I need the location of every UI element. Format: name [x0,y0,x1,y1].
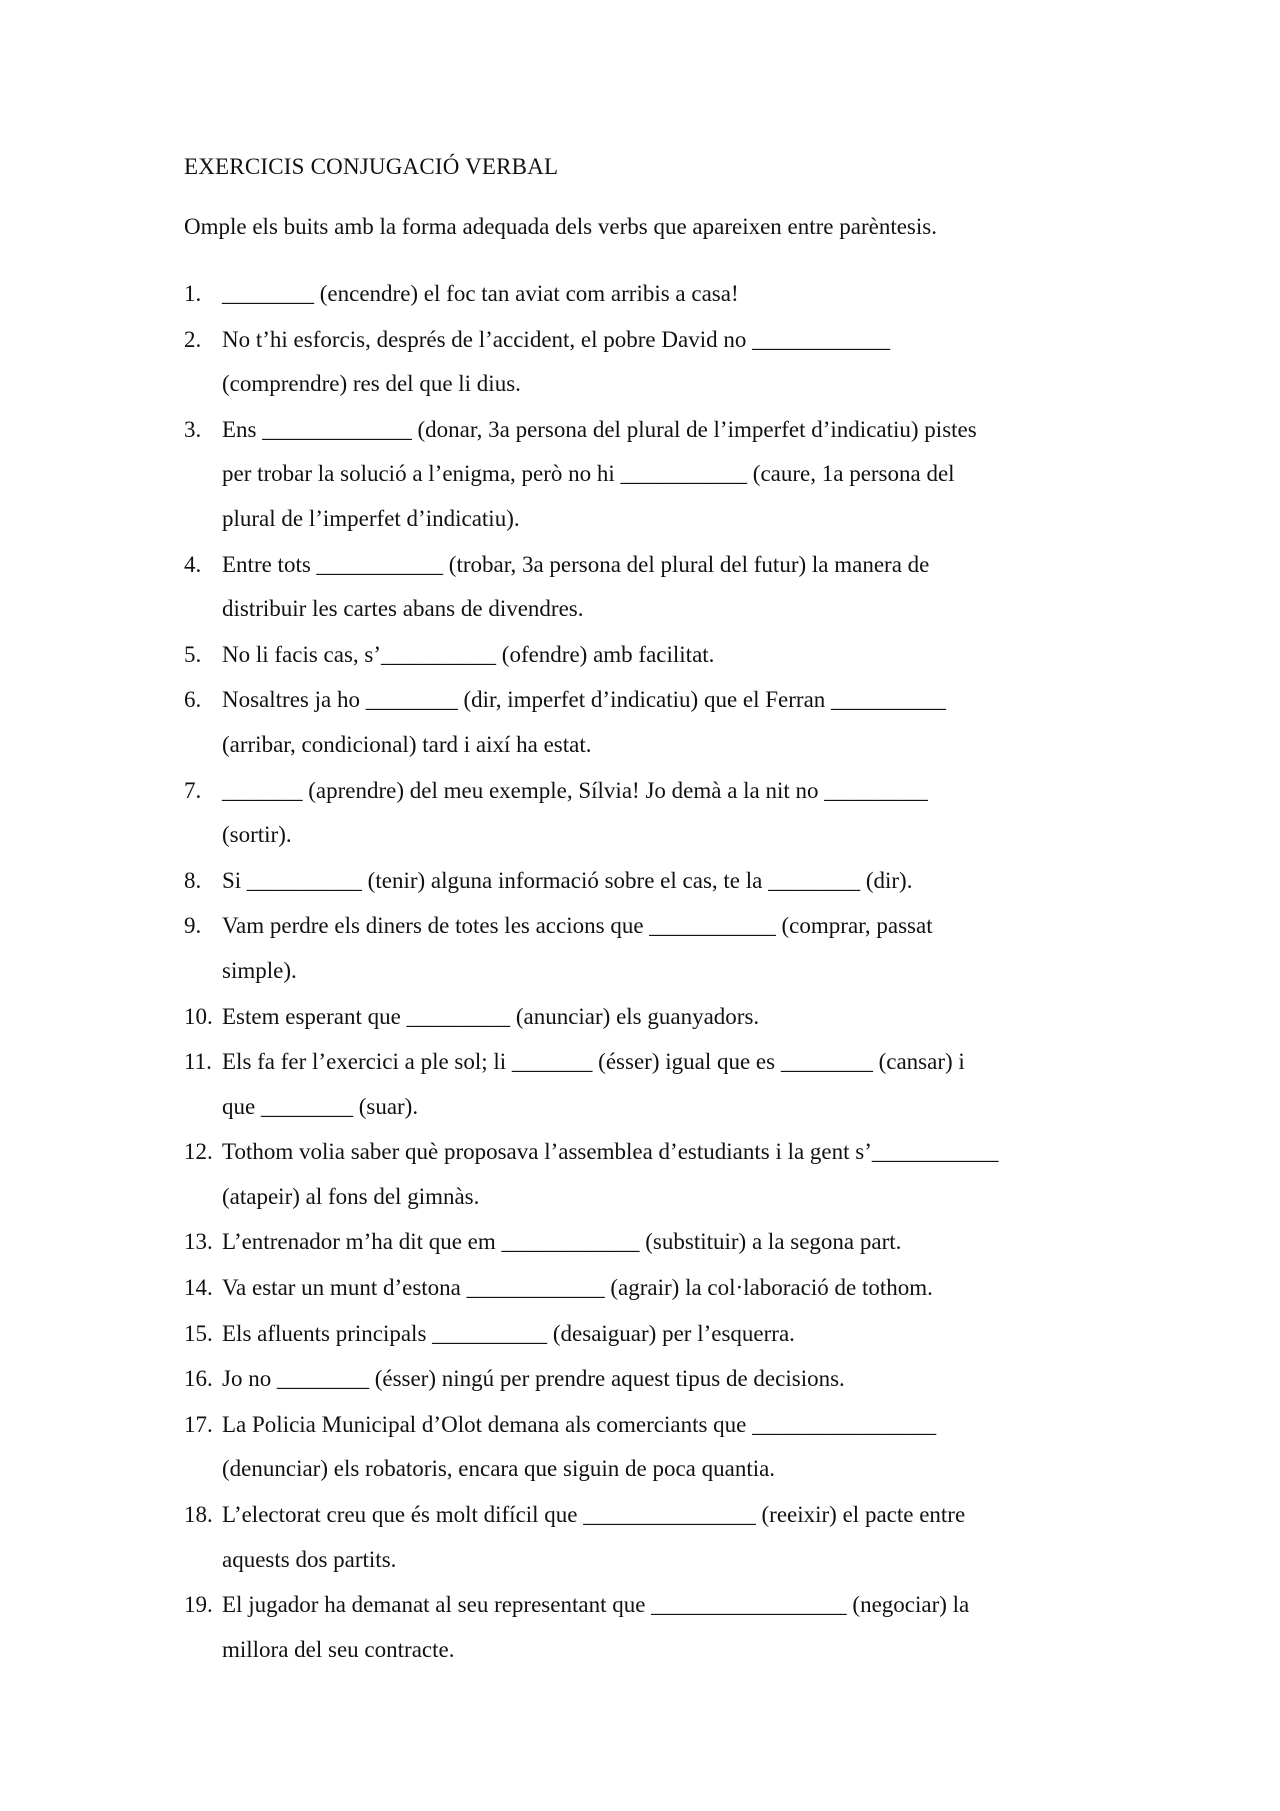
exercise-line: L’electorat creu que és molt difícil que _______________ (reeixir) el pacte entre [222,1502,966,1528]
exercise-number: 17. [184,1411,213,1437]
exercise-line: aquests dos partits. [222,1546,397,1572]
exercise-item [184,769,1124,858]
exercise-line: No t’hi esforcis, després de l’accident, el pobre David no ____________ [222,326,891,352]
exercise-text [222,633,1124,678]
exercise-text [222,904,1124,993]
exercise-number: 12. [184,1139,213,1165]
exercise-number: 6. [184,687,202,713]
exercise-text [222,1493,1124,1582]
exercise-line: (arribar, condicional) tard i així ha estat. [222,731,592,757]
exercise-line: L’entrenador m’ha dit que em ____________ (substituir) a la segona part. [222,1229,902,1255]
exercise-text [222,543,1124,632]
exercise-line: (sortir). [222,822,292,848]
exercise-text [222,1312,1124,1357]
exercise-number: 15. [184,1320,213,1346]
exercise-item [184,995,1124,1040]
exercise-line: Els afluents principals __________ (desaiguar) per l’esquerra. [222,1320,795,1346]
exercise-item [184,272,1124,317]
exercise-item [184,1357,1124,1402]
exercise-line: Vam perdre els diners de totes les accions que ___________ (comprar, passat [222,913,933,939]
exercise-line: El jugador ha demanat al seu representant que _________________ (negociar) la [222,1592,970,1618]
exercise-line: millora del seu contracte. [222,1636,455,1662]
exercise-item [184,318,1124,407]
exercise-line: simple). [222,957,297,983]
exercise-text [222,1040,1124,1129]
exercise-line: Jo no ________ (ésser) ningú per prendre aquest tipus de decisions. [222,1366,845,1392]
exercise-list [184,272,1124,1673]
exercise-line: Estem esperant que _________ (anunciar) els guanyadors. [222,1003,760,1029]
instructions-text: Omple els buits amb la forma adequada dels verbs que apareixen entre parèntesis. [184,214,937,239]
exercise-item [184,678,1124,767]
exercise-item [184,859,1124,904]
exercise-line: _______ (aprendre) del meu exemple, Sílvia! Jo demà a la nit no _________ [222,777,928,803]
exercise-item [184,1312,1124,1357]
exercise-text [222,769,1124,858]
exercise-item [184,1266,1124,1311]
exercise-number: 3. [184,416,202,442]
exercise-text [222,859,1124,904]
exercise-text [222,1403,1124,1492]
exercise-number: 8. [184,867,202,893]
exercise-text [222,1357,1124,1402]
exercise-line: Va estar un munt d’estona ____________ (agrair) la col·laboració de tothom. [222,1275,933,1301]
exercise-line: ________ (encendre) el foc tan aviat com arribis a casa! [222,281,739,306]
exercise-line: (denunciar) els robatoris, encara que siguin de poca quantia. [222,1456,776,1482]
exercise-number: 2. [184,326,202,352]
exercise-text [222,1583,1124,1672]
exercise-line: Ens _____________ (donar, 3a persona del plural de l’imperfet d’indicatiu) pistes [222,416,977,442]
exercise-item [184,1583,1124,1672]
exercise-item [184,1220,1124,1265]
exercise-line: La Policia Municipal d’Olot demana als comerciants que ________________ [222,1411,937,1437]
exercise-number: 5. [184,641,202,667]
exercise-line: (comprendre) res del que li dius. [222,371,521,397]
exercise-number: 9. [184,913,202,939]
exercise-number: 11. [184,1049,212,1075]
exercise-number: 19. [184,1592,213,1618]
exercise-text [222,318,1124,407]
exercise-text [222,995,1124,1040]
exercise-line: plural de l’imperfet d’indicatiu). [222,505,520,531]
exercise-line: Nosaltres ja ho ________ (dir, imperfet d’indicatiu) que el Ferran __________ [222,687,947,713]
exercise-number: 16. [184,1366,213,1392]
exercise-text [222,1266,1124,1311]
exercise-text [222,1220,1124,1265]
exercise-line: Entre tots ___________ (trobar, 3a persona del plural del futur) la manera de [222,551,930,577]
exercise-number: 13. [184,1229,213,1255]
exercise-item [184,904,1124,993]
exercise-item [184,633,1124,678]
exercise-line: per trobar la solució a l’enigma, però no hi ___________ (caure, 1a persona del [222,461,955,487]
exercise-item [184,1403,1124,1492]
exercise-number: 4. [184,551,202,577]
exercise-item [184,543,1124,632]
exercise-number: 14. [184,1275,213,1301]
exercise-item [184,408,1124,542]
exercise-text [222,678,1124,767]
exercise-text [222,272,1124,317]
exercise-text [222,1130,1124,1219]
exercise-line: distribuir les cartes abans de divendres. [222,596,584,622]
exercise-item [184,1493,1124,1582]
exercise-text [222,408,1124,542]
exercise-line: Tothom volia saber què proposava l’assemblea d’estudiants i la gent s’___________ [222,1139,999,1165]
exercise-line: Els fa fer l’exercici a ple sol; li _______ (ésser) igual que es ________ (cansar) i [222,1049,965,1075]
exercise-number: 10. [184,1003,213,1029]
exercise-line: que ________ (suar). [222,1093,419,1119]
exercise-number: 7. [184,777,202,803]
exercise-number: 18. [184,1502,213,1528]
exercise-line: Si __________ (tenir) alguna informació sobre el cas, te la ________ (dir). [222,867,913,893]
exercise-item [184,1040,1124,1129]
exercise-item [184,1130,1124,1219]
exercise-line: No li facis cas, s’__________ (ofendre) amb facilitat. [222,641,715,667]
exercise-line: (atapeir) al fons del gimnàs. [222,1183,480,1209]
exercise-number: 1. [184,281,202,306]
page-title: EXERCICIS CONJUGACIÓ VERBAL [184,154,559,179]
